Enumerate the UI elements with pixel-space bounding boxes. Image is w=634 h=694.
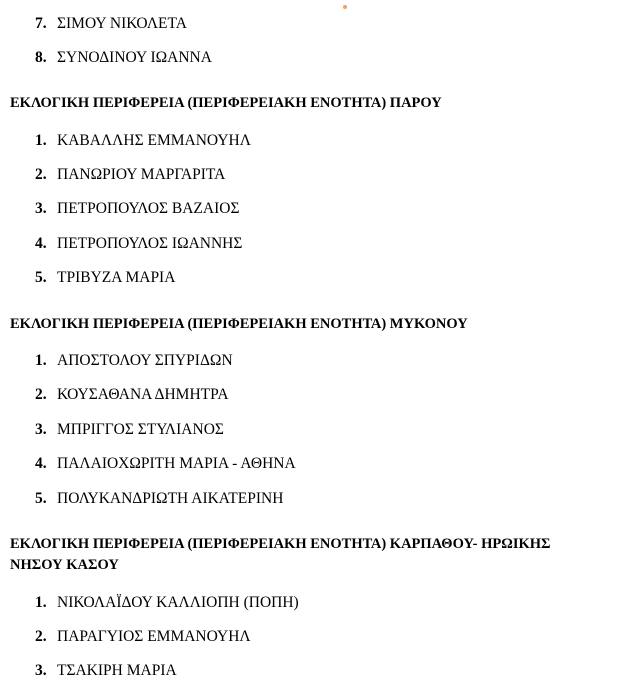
item-number: 3. [35,421,47,438]
list-item [35,352,233,370]
item-number: 2. [35,628,47,645]
list-item [35,386,229,404]
item-number: 1. [35,594,47,611]
list-item [35,490,283,508]
list-item [35,166,225,184]
item-number: 7. [35,15,47,32]
candidate-name: ΤΣΑΚΙΡΗ ΜΑΡΙΑ [57,662,177,679]
item-number: 5. [35,490,47,507]
list-item [35,594,299,612]
marker-dot [343,5,347,9]
item-number: 8. [35,49,47,66]
candidate-name: ΣΥΝΟΔΙΝΟΥ ΙΩΑΝΝΑ [57,49,212,66]
candidate-name: ΚΟΥΣΑΘΑΝΑ ΔΗΜΗΤΡΑ [57,386,229,403]
item-number: 3. [35,200,47,217]
list-item [35,421,224,439]
list-item [35,455,296,473]
list-item [35,628,251,646]
item-number: 3. [35,662,47,679]
candidate-name: ΑΠΟΣΤΟΛΟΥ ΣΠΥΡΙΔΩΝ [57,352,233,369]
candidate-name: ΠΑΡΑΓΥΙΟΣ ΕΜΜΑΝΟΥΗΛ [57,628,251,645]
item-number: 5. [35,269,47,286]
list-item [35,662,177,680]
candidate-name: ΠΑΝΩΡΙΟΥ ΜΑΡΓΑΡΙΤΑ [57,166,226,183]
item-number: 4. [35,455,47,472]
section-heading: ΕΚΛΟΓΙΚΗ ΠΕΡΙΦΕΡΕΙΑ (ΠΕΡΙΦΕΡΕΙΑΚΗ ΕΝΟΤΗΤΑ) ΠΑΡΟΥ [10,95,442,111]
list-item [35,132,251,150]
list-item [35,200,239,218]
candidate-name: ΚΑΒΑΛΛΗΣ ΕΜΜΑΝΟΥΗΛ [57,132,251,149]
list-item [35,49,212,67]
list-item [35,269,175,287]
candidate-name: ΜΠΡΙΓΓΟΣ ΣΤΥΛΙΑΝΟΣ [57,421,224,438]
candidate-name: ΠΟΛΥΚΑΝΔΡΙΩΤΗ ΑΙΚΑΤΕΡΙΝΗ [57,490,284,507]
section-heading: ΕΚΛΟΓΙΚΗ ΠΕΡΙΦΕΡΕΙΑ (ΠΕΡΙΦΕΡΕΙΑΚΗ ΕΝΟΤΗΤΑ) ΜΥΚΟΝΟΥ [10,316,468,332]
item-number: 2. [35,386,47,403]
candidate-name: ΠΕΤΡΟΠΟΥΛΟΣ ΙΩΑΝΝΗΣ [57,235,243,252]
candidate-name: ΠΑΛΑΙΟΧΩΡΙΤΗ ΜΑΡΙΑ - ΑΘΗΝΑ [57,455,296,472]
candidate-name: ΣΙΜΟΥ ΝΙΚΟΛΕΤΑ [57,15,187,32]
list-item [35,15,187,33]
candidate-name: ΤΡΙΒΥΖΑ ΜΑΡΙΑ [57,269,176,286]
section-heading: ΕΚΛΟΓΙΚΗ ΠΕΡΙΦΕΡΕΙΑ (ΠΕΡΙΦΕΡΕΙΑΚΗ ΕΝΟΤΗΤΑ) ΚΑΡΠΑΘΟΥ- ΗΡΩΙΚΗΣ [10,536,551,552]
section-heading-continuation: ΝΗΣΟΥ ΚΑΣΟΥ [10,557,119,573]
item-number: 1. [35,132,47,149]
list-item [35,235,242,253]
item-number: 1. [35,352,47,369]
item-number: 2. [35,166,47,183]
candidate-name: ΠΕΤΡΟΠΟΥΛΟΣ ΒΑΖΑΙΟΣ [57,200,240,217]
item-number: 4. [35,235,47,252]
candidate-name: ΝΙΚΟΛΑΪΔΟΥ ΚΑΛΛΙΟΠΗ (ΠΟΠΗ) [57,594,299,611]
